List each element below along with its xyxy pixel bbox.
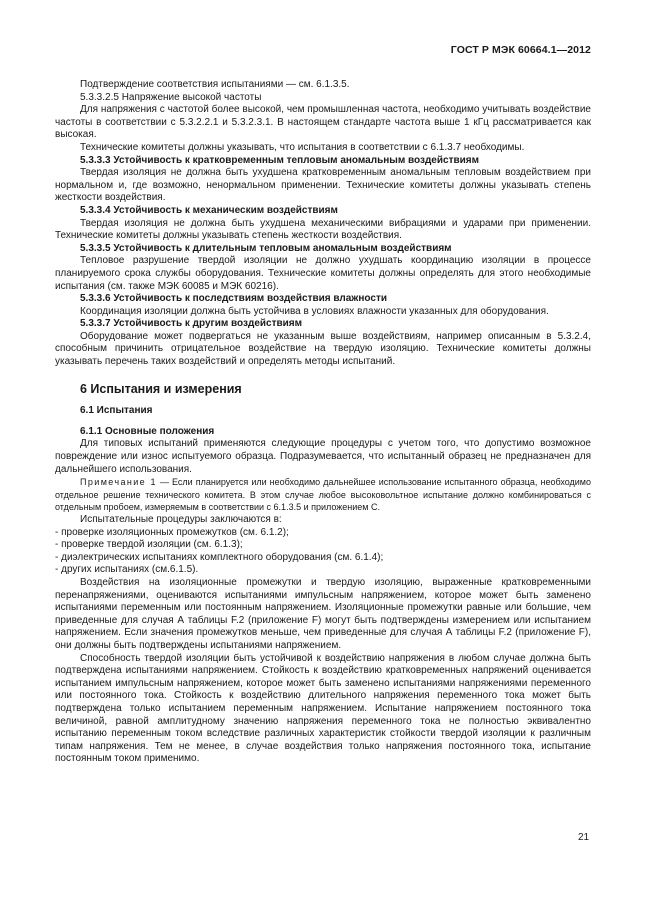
- list-item: - проверке твердой изоляции (см. 6.1.3);: [55, 539, 243, 551]
- document-header-code: ГОСТ Р МЭК 60664.1—2012: [450, 44, 591, 56]
- paragraph: Для напряжения с частотой более высокой, чем промышленная частота, необходимо учитывать воздействие частоты в соответствии с 5.3.2.2.1 и 5.3.2.3.1. В настоящем стандарте частота выше 1 кГц рассматривается как высокая.: [55, 104, 591, 141]
- paragraph: Тепловое разрушение твердой изоляции не должно ухудшать координацию изоляции в процессе планируемого срока службы оборудования. Технические комитеты должны определять для этого необходимые испытания (см. также МЭК 60085 и МЭК 60216).: [55, 255, 591, 292]
- note-label: Примечание 1: [80, 477, 157, 488]
- clause-heading: 5.3.3.7 Устойчивость к другим воздействиям: [80, 318, 303, 330]
- clause-heading: 5.3.3.4 Устойчивость к механическим воздействиям: [80, 204, 338, 216]
- paragraph: Воздействия на изоляционные промежутки и твердую изоляцию, выраженные кратковременными перенапряжениями, оцениваются испытаниями импульсным напряжением, которое может быть заменено испытаниями переменным или постоянным напряжением. Изоляционные промежутки равные или большие, чем приведенные для случая А таблицы F.2 (приложение F) могут быть подтверждены измерением или испытанием напряжением. Если значения промежутков меньше, чем приведенные для случая А таблицы F.2 (приложение F), они должны быть подтверждены испытаниями напряжением.: [55, 576, 591, 651]
- paragraph: Координация изоляции должна быть устойчива в условиях влажности указанных для оборудования.: [80, 305, 549, 317]
- section-heading: 6 Испытания и измерения: [80, 381, 242, 396]
- paragraph: Способность твердой изоляции быть устойчивой к воздействию напряжения в любом случае должна быть подтверждена испытаниями напряжением. Стойкость к воздействию кратковременных напряжений оценивается испытанием импульсным напряжением, которое может быть заменено испытаниями напряжениями переменного или постоянного тока. Стойкость к воздействию длительного напряжения переменного тока может быть подтверждена только испытанием переменным напряжением. Испытание напряжением постоянного тока величиной, равной амплитудному значению напряжения переменного тока не полностью эквивалентно испытанию переменным током вследствие различных характеристик стойкости твердой изоляции к различным типам напряжения. Тем не менее, в случае воздействия только напряжения постоянного тока, испытание постоянным током применимо.: [55, 652, 591, 765]
- note: [55, 476, 591, 514]
- paragraph: Технические комитеты должны указывать, что испытания в соответствии с 6.1.3.7 необходимы.: [80, 141, 525, 153]
- note-text: — Если планируется или необходимо дальнейшее использование испытанного образца, необходимо отдельное решение технического комитета. В этом случае любое высоковольтное испытание должно комбинироваться с отдельным пробоем, измеряемым в соответствии с 6.1.3.5 и приложением С.: [55, 477, 591, 513]
- paragraph: Твердая изоляция не должна быть ухудшена механическими вибрациями и ударами при применении. Технические комитеты должны указывать степень жесткости воздействия.: [55, 217, 591, 242]
- clause-heading: 5.3.3.2.5 Напряжение высокой частоты: [80, 91, 262, 103]
- paragraph: Подтверждение соответствия испытаниями — см. 6.1.3.5.: [80, 79, 350, 90]
- list-item: - других испытаниях (см.6.1.5).: [55, 564, 199, 576]
- page-body: [55, 79, 591, 766]
- paragraph: Оборудование может подвергаться не указанным выше воздействиям, например описанным в 5.3.2.4, способным причинить отрицательное воздействие на твердую изоляцию. Технические комитеты должны указывать перечень таких воздействий и определять методы испытаний.: [55, 330, 591, 368]
- clause-heading: 5.3.3.6 Устойчивость к последствиям воздействия влажности: [80, 293, 388, 305]
- subsection-heading: 6.1 Испытания: [80, 405, 153, 417]
- list-intro: Испытательные процедуры заключаются в:: [80, 514, 282, 525]
- clause-heading: 5.3.3.3 Устойчивость к кратковременным тепловым аномальным воздействиям: [80, 154, 479, 166]
- page-number: 21: [578, 832, 590, 843]
- clause-heading: 6.1.1 Основные положения: [80, 425, 215, 437]
- list-item: - проверке изоляционных промежутков (см. 6.1.2);: [55, 526, 289, 538]
- paragraph: Твердая изоляция не должна быть ухудшена кратковременным аномальным тепловым воздействием при нормальном и, где возможно, ненормальном применении. Технические комитеты должны указывать степень жесткости воздействия.: [55, 167, 591, 204]
- clause-heading: 5.3.3.5 Устойчивость к длительным тепловым аномальным воздействиям: [80, 242, 452, 254]
- paragraph: Для типовых испытаний применяются следующие процедуры с учетом того, что допустимо возможное повреждение или износ испытуемого образца. Подразумевается, что испытанный образец не предназначен для дальнейшего использования.: [55, 438, 591, 475]
- list-item: - диэлектрических испытаниях комплектного оборудования (см. 6.1.4);: [55, 551, 384, 563]
